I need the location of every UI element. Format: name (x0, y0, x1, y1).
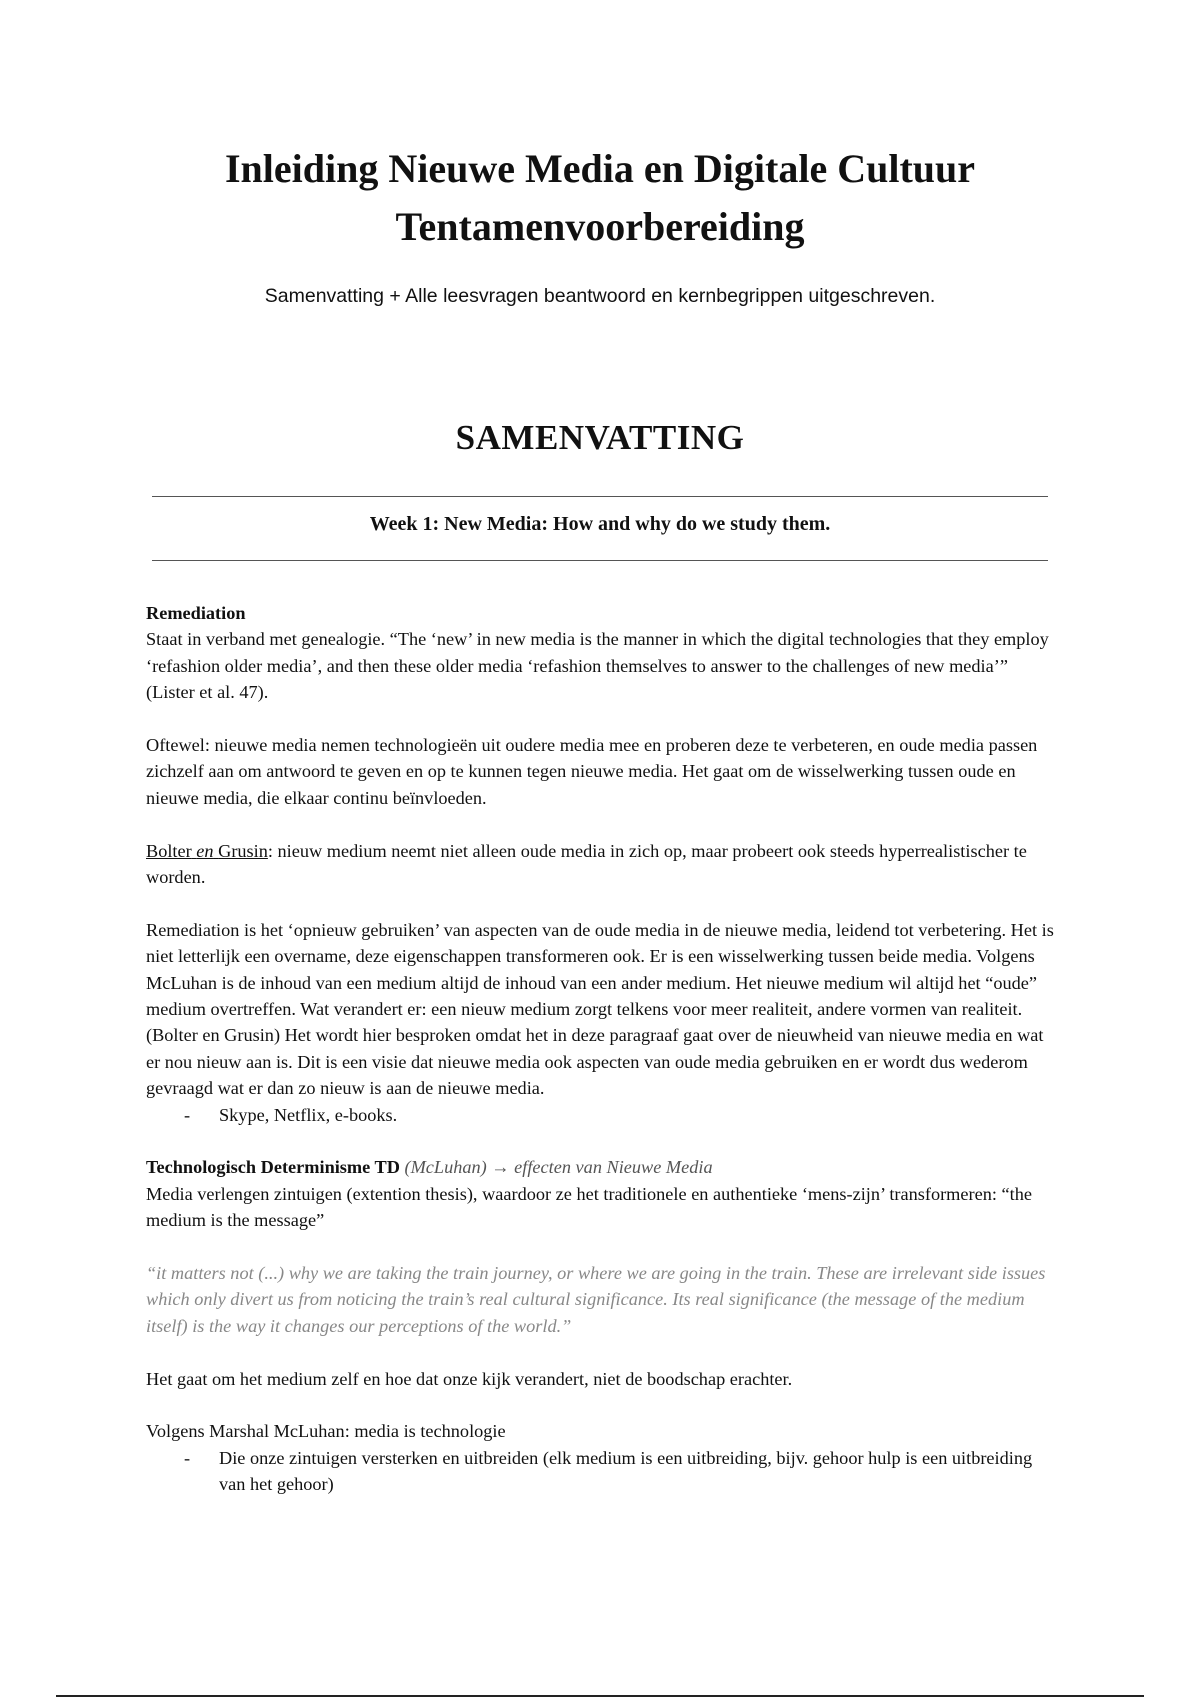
author-grusin: Grusin (218, 840, 268, 861)
document-body (146, 600, 1056, 1524)
list-item: - Skype, Netflix, e-books. (146, 1102, 1056, 1128)
td-heading-italic: (McLuhan) → effecten van Nieuwe Media (404, 1157, 713, 1178)
td-paragraph-2: Het gaat om het medium zelf en hoe dat onze kijk verandert, niet de boodschap erachter. (146, 1368, 793, 1389)
section-heading: SAMENVATTING (455, 418, 745, 457)
mcluhan-quote: “it matters not (...) why we are taking the train journey, or where we are going in the train. These are irrelevant side issues which only divert us from noticing the train’s real cultural significance. Its real significance (the message of the medium itself) is the way it changes our perceptions of the world.” (146, 1263, 1046, 1336)
td-bullet-list (146, 1445, 1056, 1498)
td-paragraph-3: Volgens Marshal McLuhan: media is technologie (146, 1421, 506, 1442)
title-line-2: Tentamenvoorbereiding (395, 204, 805, 249)
remediation-paragraph-4: Remediation is het ‘opnieuw gebruiken’ van aspecten van de oude media in de nieuwe media, leidend tot verbetering. Het is niet letterlijk een overname, deze eigenschappen transformeren ook. Er is een wisselwerking tussen beide media. Volgens McLuhan is de inhoud van een medium altijd de inhoud van een ander medium. Het nieuwe medium wil altijd het “oude” medium overtreffen. Wat verandert er: een nieuw medium zorgt telkens voor meer realiteit, andere vormen van realiteit. (Bolter en Grusin) Het wordt hier besproken omdat het in deze paragraaf gaat over de nieuwheid van nieuwe media en wat er nou nieuw aan is. Dit is een visie dat nieuwe media ook aspecten van oude media gebruiken en er wordt dus wederom gevraagd wat er dan zo nieuw is aan de nieuwe media. (146, 919, 1054, 1099)
list-item: - Die onze zintuigen versterken en uitbreiden (elk medium is een uitbreiding, bijv. gehoor hulp is een uitbreiding van het gehoor) (146, 1445, 1056, 1498)
title-line-1: Inleiding Nieuwe Media en Digitale Cultuur (224, 146, 976, 191)
remediation-paragraph-1: Staat in verband met genealogie. “The ‘new’ in new media is the manner in which the digital technologies that they employ ‘refashion older media’, and then these older media ‘refashion themselves to answer to the challenges of new media’” (Lister et al. 47). (146, 629, 1049, 703)
document-subtitle: Samenvatting + Alle leesvragen beantwoord en kernbegrippen uitgeschreven. (264, 285, 936, 307)
divider-bottom (152, 560, 1048, 561)
divider-top (152, 496, 1048, 497)
remediation-heading: Remediation (146, 603, 246, 623)
remediation-bullet-list (146, 1102, 1056, 1128)
td-heading-bold: Technologisch Determinisme TD (146, 1157, 400, 1178)
td-paragraph-1: Media verlengen zintuigen (extention thesis), waardoor ze het traditionele en authentieke ‘mens-zijn’ transformeren: “the medium is the message” (146, 1183, 1032, 1231)
week-heading: Week 1: New Media: How and why do we study them. (369, 513, 831, 535)
remediation-paragraph-3 (146, 838, 1056, 891)
author-en: en (196, 840, 214, 861)
page-bottom-divider (56, 1695, 1144, 1697)
td-heading (146, 1154, 1056, 1180)
document-title (100, 140, 1100, 256)
author-bolter: Bolter (146, 840, 192, 861)
bolter-grusin-text: : nieuw medium neemt niet alleen oude media in zich op, maar probeert ook steeds hyperrealistischer te worden. (146, 840, 1027, 888)
remediation-paragraph-2: Oftewel: nieuwe media nemen technologieën uit oudere media mee en proberen deze te verbeteren, en oude media passen zichzelf aan om antwoord te geven en op te kunnen tegen nieuwe media. Het gaat om de wisselwerking tussen oude en nieuwe media, die elkaar continu beïnvloeden. (146, 735, 1038, 808)
